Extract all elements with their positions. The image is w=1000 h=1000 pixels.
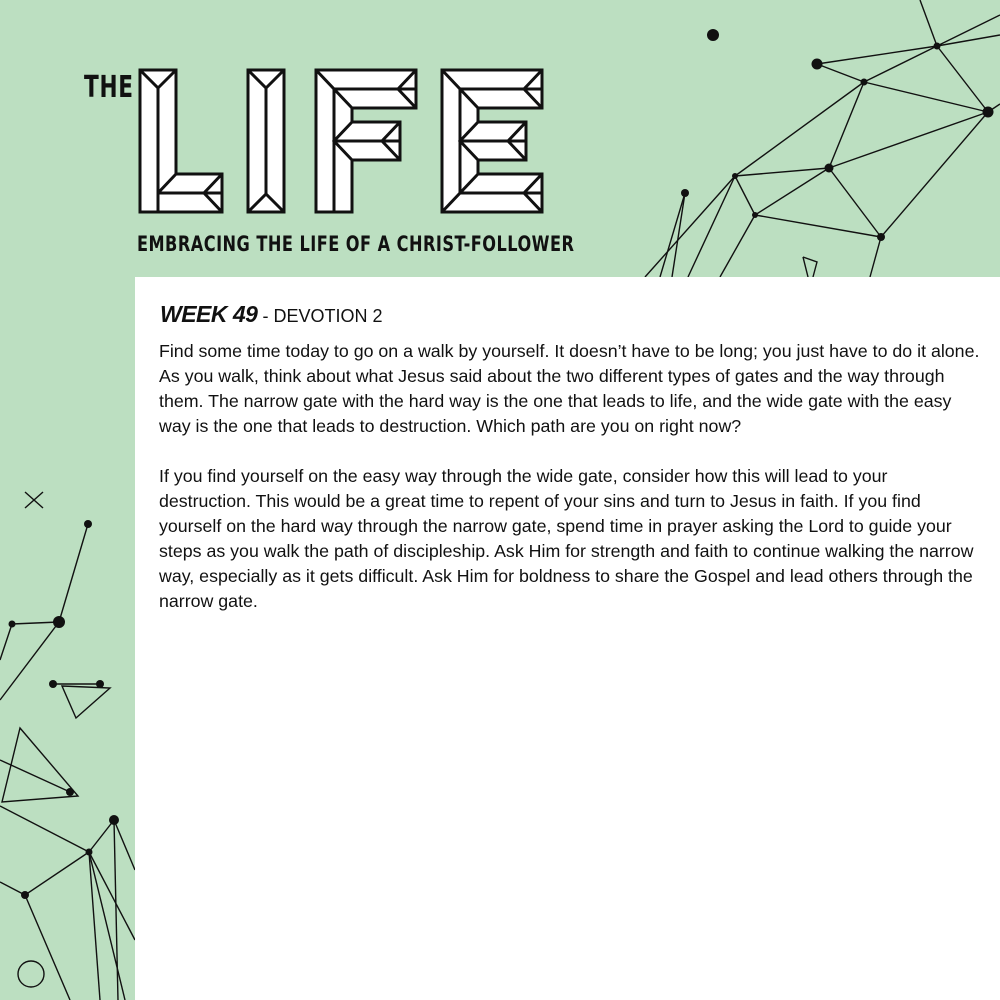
devotion-body [159, 339, 981, 639]
devotion-label: DEVOTION 2 [273, 306, 383, 326]
body-paragraph: Find some time today to go on a walk by yourself. It doesn’t have to be long; you just have to do it alone. As you walk, think about what Jesus said about the two different types of gates and the way through them. The narrow gate with the hard way is the one that leads to life, and the wide gate with the easy way is the one that leads to destruction. Which path are you on right now? [159, 341, 980, 436]
life-logo [138, 68, 544, 214]
heading-separator: - [257, 306, 274, 326]
devotion-panel [135, 277, 1000, 1000]
body-paragraph: If you find yourself on the easy way through the wide gate, consider how this will lead to your destruction. This would be a great time to repent of your sins and turn to Jesus in faith. If you find yourself on the hard way through the narrow gate, spend time in prayer asking the Lord to guide your steps as you walk the path of discipleship. Ask Him for strength and faith to continue walking the narrow way, especially as it gets difficult. Ask Him for boldness to share the Gospel and lead others through the narrow gate. [159, 466, 974, 611]
tagline: EMBRACING THE LIFE OF A CHRIST-FOLLOWER [137, 232, 575, 256]
week-label: WEEK 49 [160, 301, 258, 327]
devotion-heading [160, 301, 383, 328]
the-label: THE [84, 70, 134, 105]
